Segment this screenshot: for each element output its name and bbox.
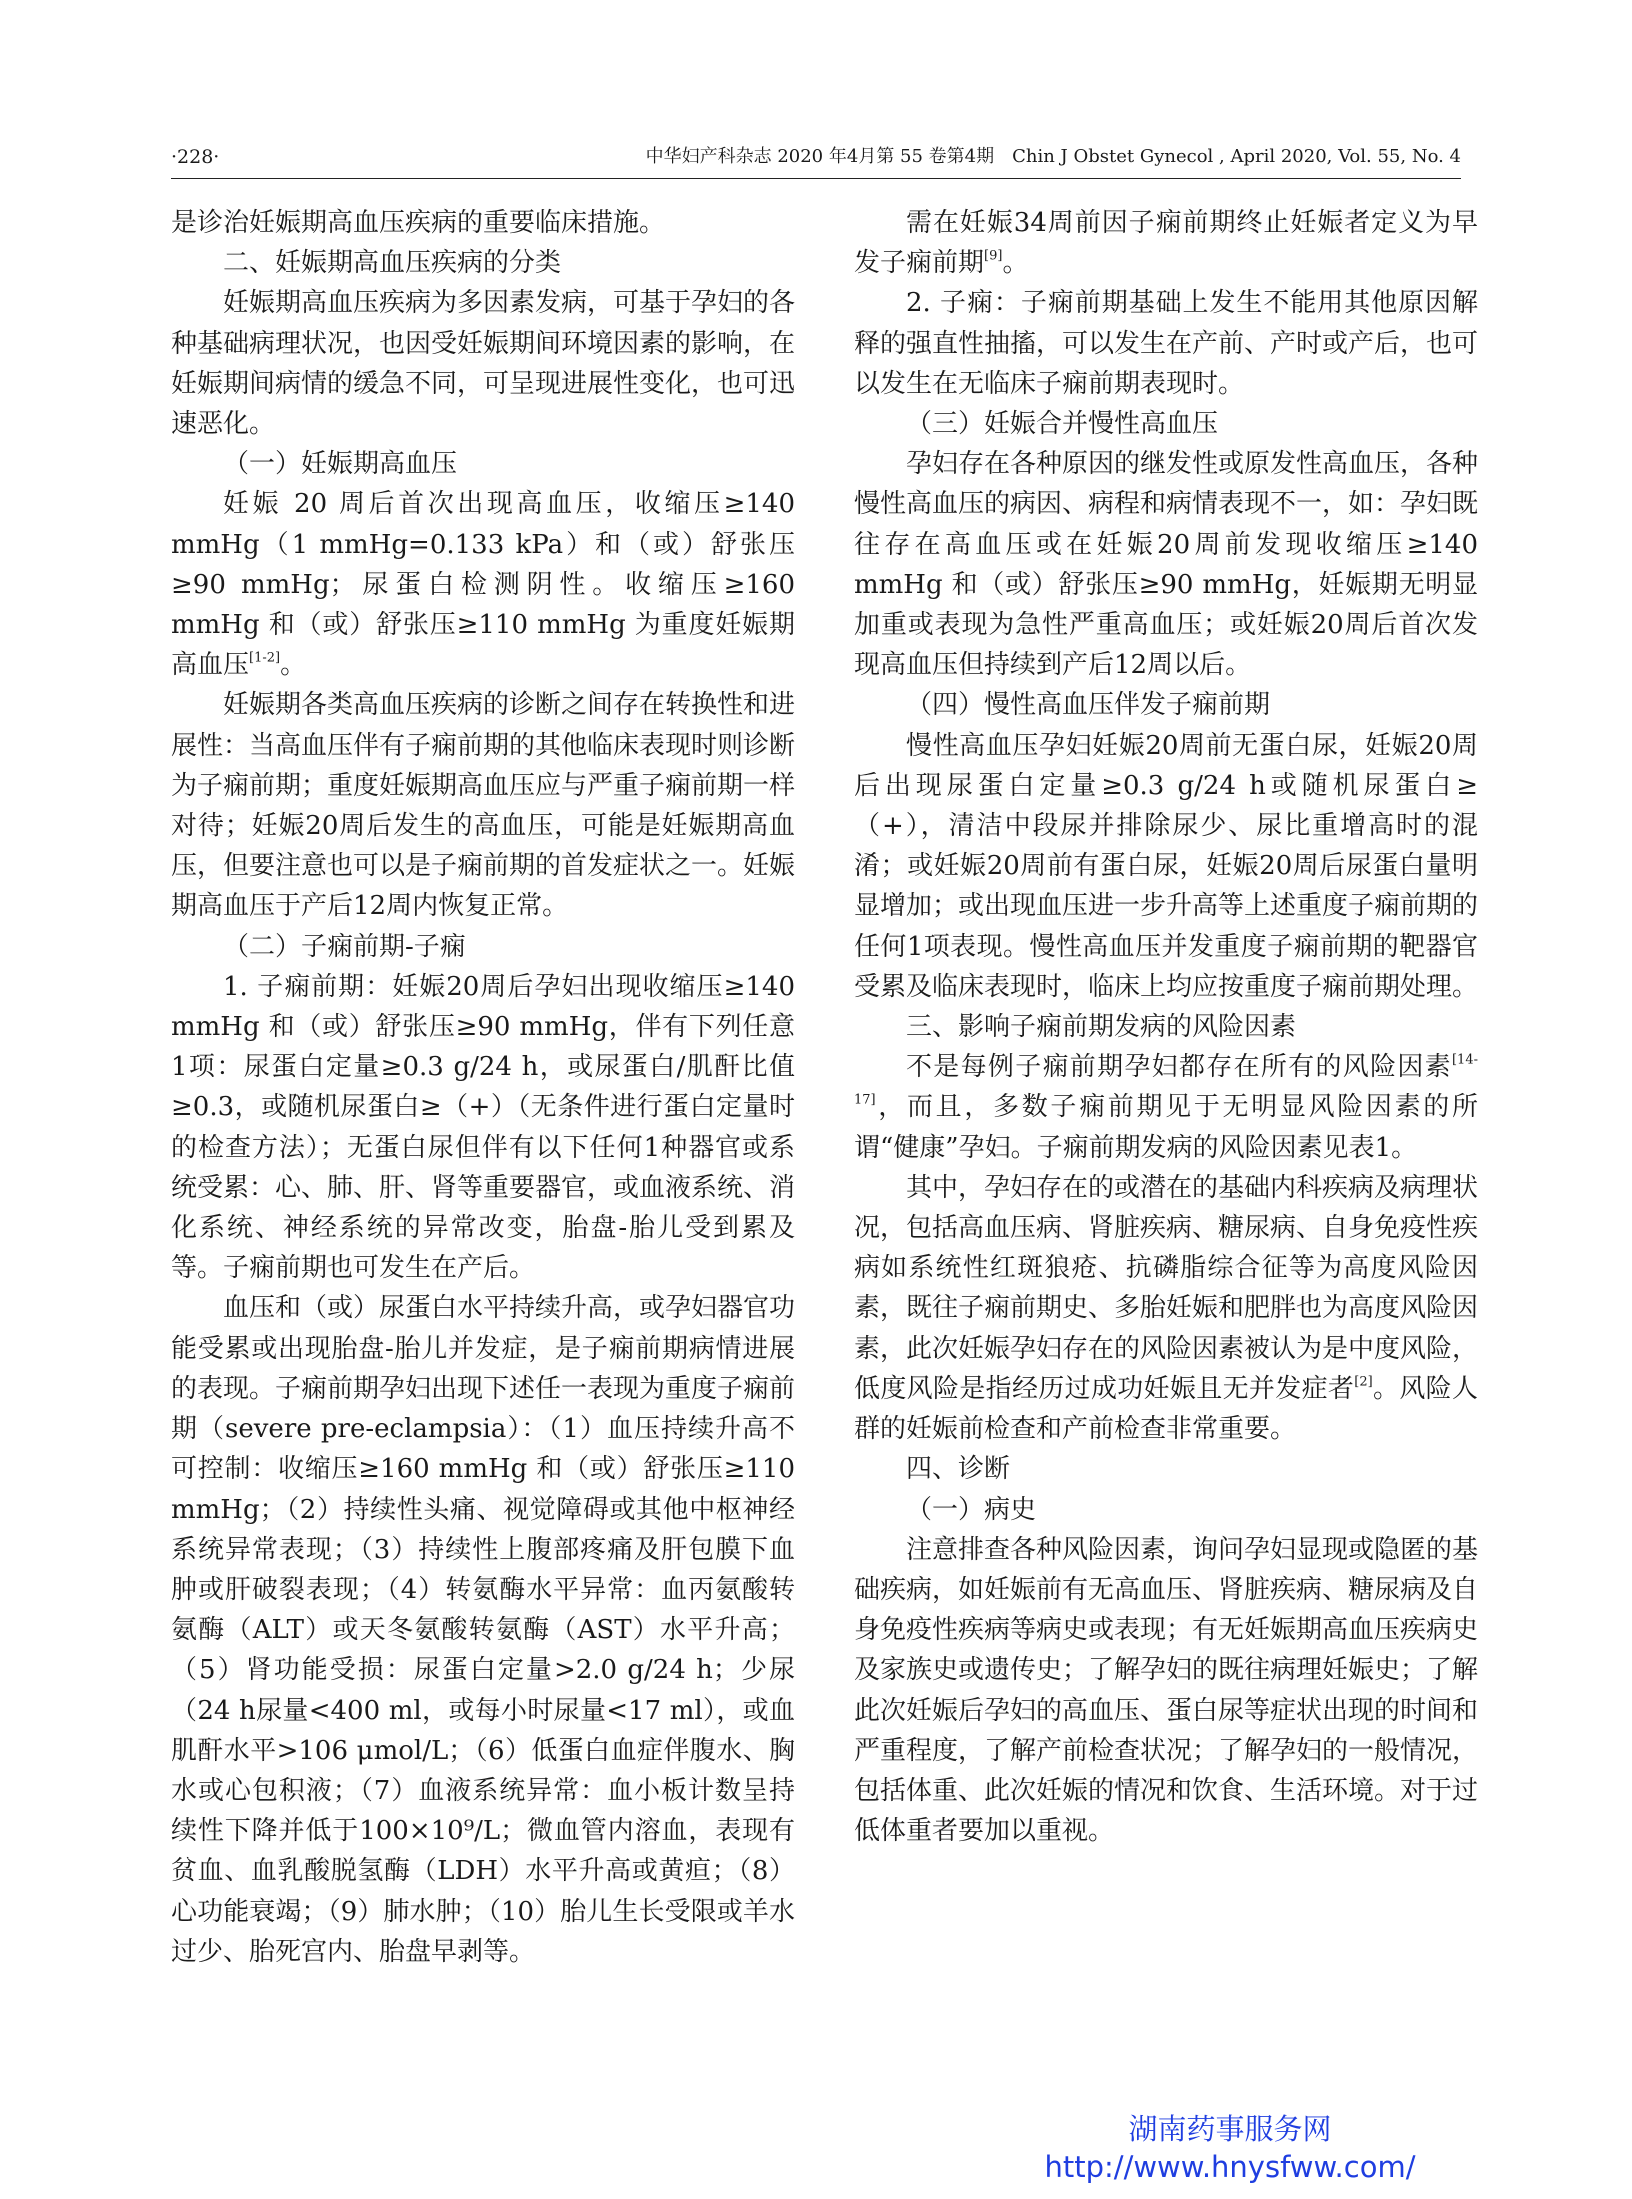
- paragraph: [854, 1047, 1478, 1168]
- section-heading: [854, 1007, 1478, 1047]
- paragraph: [854, 1168, 1478, 1449]
- citation-ref: [1-2]: [249, 650, 281, 666]
- header-rule: [171, 178, 1461, 179]
- paragraph: [171, 685, 795, 926]
- watermark: [1000, 2110, 1460, 2186]
- paragraph-text: 二、妊娠期高血压疾病的分类: [223, 248, 562, 279]
- journal-citation: 中华妇产科杂志 2020 年4月第 55 卷第4期 Chin J Obstet Gynecol , April 2020, Vol. 55, No. 4: [645, 146, 1461, 167]
- paragraph-text: 四、诊断: [906, 1454, 1011, 1485]
- paragraph-text: 妊娠 20 周后首次出现高血压，收缩压≥140 mmHg（1 mmHg=0.133 kPa）和（或）舒张压≥90 mmHg；尿蛋白检测阴性。收缩压≥160 mmHg 和（或）舒张压≥110 mmHg 为重度妊娠期高血压: [171, 489, 795, 681]
- paragraph-tail: 。: [1002, 248, 1029, 279]
- citation-ref: [14-17]: [854, 1052, 1478, 1108]
- paragraph: [854, 283, 1478, 404]
- paragraph-text: 血压和（或）尿蛋白水平持续升高，或孕妇器官功能受累或出现胎盘-胎儿并发症，是子痫前期病情进展的表现。子痫前期孕妇出现下述任一表现为重度子痫前期（severe pre-eclampsia）：（1）血压持续升高不可控制：收缩压≥160 mmHg 和（或）舒张压≥110 mmHg；（2）持续性头痛、视觉障碍或其他中枢神经系统异常表现；（3）持续性上腹部疼痛及肝包膜下血肿或肝破裂表现；（4）转氨酶水平异常：血丙氨酸转氨酶（ALT）或天冬氨酸转氨酶（AST）水平升高；（5）肾功能受损：尿蛋白定量>2.0 g/24 h；少尿（24 h尿量<400 ml，或每小时尿量<17 ml），或血肌酐水平>106 μmol/L；（6）低蛋白血症伴腹水、胸水或心包积液；（7）血液系统异常：血小板计数呈持续性下降并低于100×10⁹/L；微血管内溶血，表现有贫血、血乳酸脱氢酶（LDH）水平升高或黄疸；（8）心功能衰竭；（9）肺水肿；（10）胎儿生长受限或羊水过少、胎死宫内、胎盘早剥等。: [171, 1293, 796, 1967]
- paragraph-continuation: [171, 203, 795, 243]
- watermark-url[interactable]: http://www.hnysfww.com/: [1044, 2150, 1416, 2184]
- paragraph-text: （一）病史: [906, 1494, 1037, 1525]
- paragraph: [171, 283, 795, 444]
- paragraph: [171, 1288, 795, 1971]
- page-number: ·228·: [171, 146, 220, 168]
- section-heading: [171, 243, 795, 283]
- paragraph: [171, 967, 795, 1289]
- section-heading: [854, 1449, 1478, 1489]
- paragraph-text: 需在妊娠34周前因子痫前期终止妊娠者定义为早发子痫前期: [854, 208, 1478, 279]
- paragraph-text: 妊娠期各类高血压疾病的诊断之间存在转换性和进展性：当高血压伴有子痫前期的其他临床表现时则诊断为子痫前期；重度妊娠期高血压应与严重子痫前期一样对待；妊娠20周后发生的高血压，可能是妊娠期高血压，但要注意也可以是子痫前期的首发症状之一。妊娠期高血压于产后12周内恢复正常。: [171, 690, 796, 922]
- paragraph-tail: ，而且，多数子痫前期见于无明显风险因素的所谓“健康”孕妇。子痫前期发病的风险因素见表1。: [854, 1092, 1478, 1163]
- right-column: [854, 203, 1478, 1851]
- paragraph-tail: 。风险人群的妊娠前检查和产前检查非常重要。: [854, 1373, 1478, 1445]
- paragraph: [854, 1530, 1478, 1852]
- paragraph-text: （三）妊娠合并慢性高血压: [906, 409, 1219, 440]
- citation-ref: [9]: [984, 248, 1003, 264]
- section-heading: [854, 1490, 1478, 1530]
- left-column: [171, 203, 795, 1972]
- paragraph-text: 不是每例子痫前期孕妇都存在所有的风险因素: [906, 1052, 1452, 1083]
- paragraph-text: 2. 子痫：子痫前期基础上发生不能用其他原因解释的强直性抽搐，可以发生在产前、产时或产后，也可以发生在无临床子痫前期表现时。: [854, 288, 1479, 399]
- section-heading: [854, 685, 1478, 725]
- paragraph-text: 妊娠期高血压疾病为多因素发病，可基于孕妇的各种基础病理状况，也因受妊娠期间环境因素的影响，在妊娠期间病情的缓急不同，可呈现进展性变化，也可迅速恶化。: [171, 288, 796, 440]
- citation-ref: [2]: [1354, 1374, 1373, 1390]
- paragraph-text: 1. 子痫前期：妊娠20周后孕妇出现收缩压≥140 mmHg 和（或）舒张压≥90 mmHg，伴有下列任意1项：尿蛋白定量≥0.3 g/24 h，或尿蛋白/肌酐比值≥0.3，或随机尿蛋白≥（+）（无条件进行蛋白定量时的检查方法）；无蛋白尿但伴有以下任何1种器官或系统受累：心、肺、肝、肾等重要器官，或血液系统、消化系统、神经系统的异常改变，胎盘-胎儿受到累及等。子痫前期也可发生在产后。: [171, 971, 796, 1284]
- paragraph: [854, 444, 1478, 685]
- paragraph-text: 注意排查各种风险因素，询问孕妇显现或隐匿的基础疾病，如妊娠前有无高血压、肾脏疾病、糖尿病及自身免疫性疾病等病史或表现；有无妊娠期高血压疾病史及家族史或遗传史；了解孕妇的既往病理妊娠史；了解此次妊娠后孕妇的高血压、蛋白尿等症状出现的时间和严重程度，了解产前检查状况；了解孕妇的一般情况，包括体重、此次妊娠的情况和饮食、生活环境。对于过低体重者要加以重视。: [854, 1534, 1479, 1847]
- paragraph-tail: 。: [280, 650, 307, 681]
- running-header: [171, 140, 1461, 174]
- paragraph-text: 孕妇存在各种原因的继发性或原发性高血压，各种慢性高血压的病因、病程和病情表现不一，如：孕妇既往存在高血压或在妊娠20周前发现收缩压≥140 mmHg 和（或）舒张压≥90 mmHg，妊娠期无明显加重或表现为急性严重高血压；或妊娠20周后首次发现高血压但持续到产后12周以后。: [854, 449, 1479, 681]
- paragraph-text: 三、影响子痫前期发病的风险因素: [906, 1012, 1297, 1043]
- watermark-site-name: 湖南药事服务网: [1128, 2112, 1332, 2146]
- section-heading: [171, 444, 795, 484]
- paragraph-text: 是诊治妊娠期高血压疾病的重要临床措施。: [171, 208, 666, 238]
- paragraph-text: 其中，孕妇存在的或潜在的基础内科疾病及病理状况，包括高血压病、肾脏疾病、糖尿病、自身免疫性疾病如系统性红斑狼疮、抗磷脂综合征等为高度风险因素，既往子痫前期史、多胎妊娠和肥胖也为高度风险因素，此次妊娠孕妇存在的风险因素被认为是中度风险，低度风险是指经历过成功妊娠且无并发症者: [854, 1172, 1479, 1404]
- paragraph-text: 慢性高血压孕妇妊娠20周前无蛋白尿，妊娠20周后出现尿蛋白定量≥0.3 g/24 h或随机尿蛋白≥（+），清洁中段尿并排除尿少、尿比重增高时的混淆；或妊娠20周前有蛋白尿，妊娠20周后尿蛋白量明显增加；或出现血压进一步升高等上述重度子痫前期的任何1项表现。慢性高血压并发重度子痫前期的靶器官受累及临床表现时，临床上均应按重度子痫前期处理。: [854, 730, 1479, 1002]
- paragraph-text: （四）慢性高血压伴发子痫前期: [906, 690, 1271, 721]
- paragraph-text: （一）妊娠期高血压: [223, 449, 458, 480]
- paragraph: [854, 203, 1478, 283]
- paragraph-text: （二）子痫前期-子痫: [223, 931, 466, 962]
- section-heading: [171, 927, 795, 967]
- paragraph: [171, 484, 795, 685]
- paragraph: [854, 726, 1478, 1007]
- section-heading: [854, 404, 1478, 444]
